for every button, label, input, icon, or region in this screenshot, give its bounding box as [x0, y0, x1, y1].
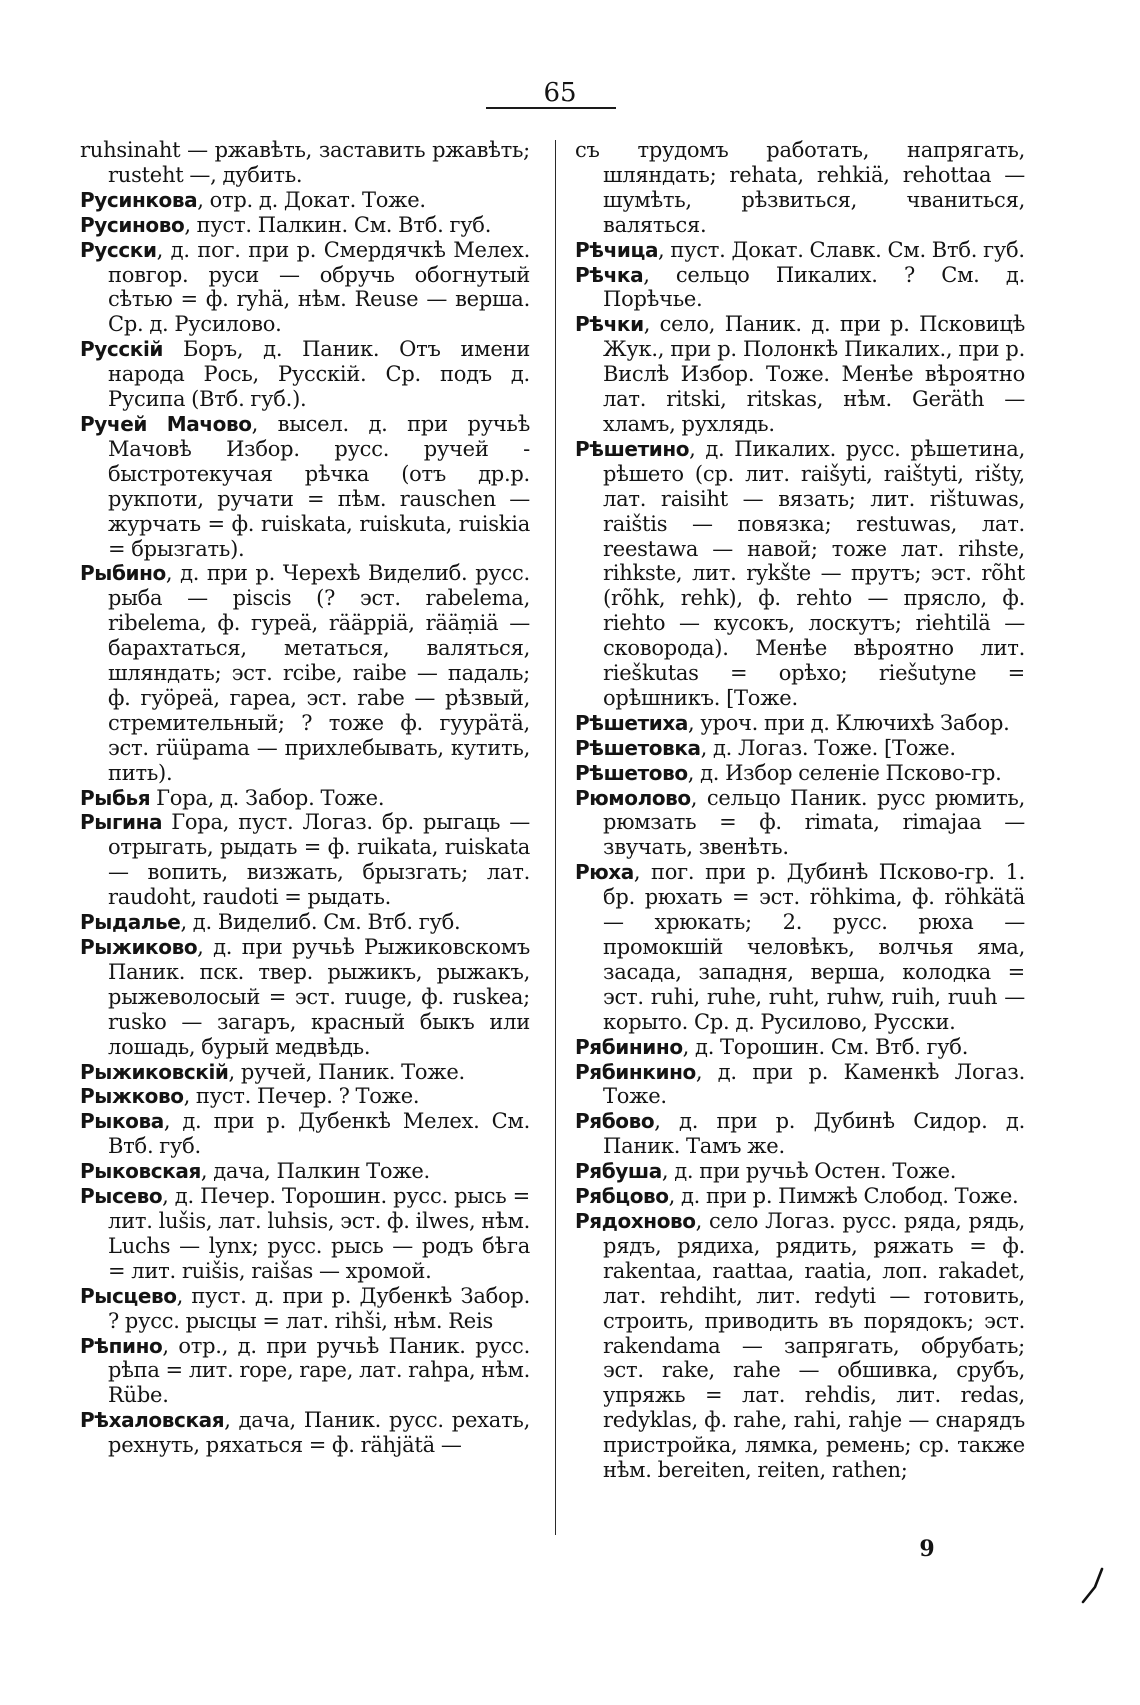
entry-headword: Рябуша [575, 1159, 662, 1184]
entry-headword: Рядохново [575, 1208, 696, 1233]
entry-text: , д. при ручьѣ Остен. Тоже. [661, 1159, 957, 1184]
entry-text: , отр. д. Докат. Тоже. [197, 187, 426, 212]
entry-headword: Рѣчка [575, 262, 644, 287]
entry-text: , отр., д. при ручьѣ Паник. русс. рѣпа = лит. rope, rape, лат. rahpa, нѣм. Rübe. [108, 1333, 530, 1408]
entry-headword: Рыгина [80, 810, 163, 835]
entry-headword: Рѣшетовка [575, 735, 701, 760]
dictionary-entry [80, 1184, 530, 1284]
dictionary-entry [575, 1184, 1025, 1209]
pen-stroke-icon [1080, 1565, 1106, 1605]
entry-headword: Рябцово [575, 1184, 669, 1209]
header-rule [486, 107, 616, 109]
entry-text: , д. Торошин. См. Втб. губ. [682, 1034, 969, 1059]
dictionary-entry [80, 213, 530, 238]
entry-text: , уроч. при д. Ключихѣ Забор. [687, 710, 1010, 735]
entry-text: , д. Печер. Торошин. русс. рысь = лит. lušis, лат. luhsis, эст. ф. ilwes, нѣм. Luchs — lynx; русс. рысь — родъ бѣга = лит. ruišis, raišas — хромой. [108, 1184, 530, 1283]
dictionary-entry [80, 138, 530, 188]
entry-text: , пуст. Печер. ? Тоже. [183, 1084, 420, 1109]
dictionary-entry [80, 561, 530, 785]
dictionary-entry [575, 238, 1025, 263]
dictionary-entry [80, 810, 530, 910]
entry-text: , сельцо Паник. русс рюмить, рюмзать = ф. rimata, rimajaa — звучать, звенѣть. [603, 785, 1025, 860]
dictionary-entry [575, 1159, 1025, 1184]
dictionary-entry [80, 1408, 530, 1458]
column-divider [555, 140, 556, 1535]
dictionary-entry [575, 312, 1025, 437]
entry-headword: Рюха [575, 860, 634, 885]
page-number: 65 [543, 78, 577, 108]
dictionary-entry [80, 238, 530, 338]
entry-headword: Русски [80, 237, 157, 262]
entry-headword: Русскій [80, 337, 164, 362]
entry-text: , ручей, Паник. Тоже. [228, 1059, 465, 1084]
dictionary-entry [80, 1284, 530, 1334]
entry-text: , село, Паник. д. при р. Псковицѣ Жук., при р. Полонкѣ Пикалих., при р. Вислѣ Избор. Тоже. Менѣе вѣроятно лат. ritski, ritskas, нѣм. Geräth — хламъ, рухлядь. [603, 312, 1025, 436]
entry-headword: Рѣшетово [575, 760, 688, 785]
dictionary-entry [575, 860, 1025, 1034]
entry-headword: Рыкова [80, 1109, 164, 1134]
dictionary-entry [575, 263, 1025, 313]
entry-text: , д. Логаз. Тоже. [Тоже. [700, 735, 956, 760]
entry-text: , д. пог. при р. Смердячкѣ Мелех. повгор. руси — обручь обогнутый сѣтью = ф. ryhä, нѣм. Reuse — верша. Ср. д. Русилово. [108, 237, 530, 337]
entry-headword: Рысево [80, 1184, 163, 1209]
dictionary-entry [575, 1209, 1025, 1483]
right-column [575, 138, 1025, 1483]
dictionary-entry [575, 711, 1025, 736]
entry-text: , д. при р. Дубинѣ Сидор. д. Паник. Тамъ же. [603, 1109, 1025, 1159]
entry-headword: Рыжково [80, 1084, 184, 1109]
entry-text: съ трудомъ работать, напрягать, шляндать; rehata, rehkiä, rehottaa — шумѣть, рѣзвиться, чваниться, валяться. [575, 138, 1025, 237]
entry-headword: Рыдалье [80, 910, 181, 935]
dictionary-entry [80, 1334, 530, 1409]
entry-text: , д. Виделиб. См. Втб. губ. [180, 910, 461, 935]
entry-text: , д. Избор селеніе Псково-гр. [687, 760, 1002, 785]
entry-headword: Рябинкино [575, 1059, 696, 1084]
dictionary-entry [575, 1060, 1025, 1110]
dictionary-entry [575, 437, 1025, 711]
entry-headword: Рысцево [80, 1283, 177, 1308]
dictionary-entry [80, 188, 530, 213]
entry-text: ruhsinaht — ржавѣть, заставить ржавѣть; rusteht —, дубить. [80, 138, 530, 187]
entry-text: , дача, Палкин Тоже. [200, 1159, 430, 1184]
dictionary-entry [575, 786, 1025, 861]
entry-text: , пуст. Докат. Славк. См. Втб. губ. [658, 237, 1025, 262]
entry-headword: Рыбино [80, 561, 166, 586]
dictionary-entry [80, 1109, 530, 1159]
entry-headword: Рюмолово [575, 785, 691, 810]
entry-headword: Ручей Мачово [80, 411, 252, 436]
entry-text: , высел. д. при ручьѣ Мачовѣ Избор. русс. ручей - быстротекучая рѣчка (отъ др.р. рукпоти, ручати = пѣм. rauschen — журчать = ф. ruiskata, ruiskuta, ruiskia = брызгать). [108, 411, 530, 561]
dictionary-entry [575, 138, 1025, 238]
entry-text: , пог. при р. Дубинѣ Псково-гр. 1. бр. рюхать = эст. röhkima, ф. röhkätä — хрюкать; 2. русс. рюха — промокшій человѣкъ, волчья яма, засада, западня, верша, колодка = эст. ruhi, ruhe, ruht, ruhw, ruih, ruuh — корыто. Ср. д. Русилово, Русски. [603, 860, 1025, 1034]
dictionary-entry [80, 1060, 530, 1085]
entry-headword: Русинкова [80, 187, 198, 212]
entry-headword: Рябово [575, 1109, 655, 1134]
dictionary-entry [575, 1035, 1025, 1060]
entry-headword: Русиново [80, 212, 185, 237]
entry-text: , д. при р. Каменкѣ Логаз. Тоже. [603, 1059, 1025, 1109]
entry-headword: Рѣхаловская [80, 1408, 225, 1433]
entry-text: , сельцо Пикалих. ? См. д. Порѣчье. [603, 262, 1025, 312]
entry-text: , д. при р. Черехѣ Виделиб. русс. рыба — piscis (? эст. rabelema, ribelema, ф. гуреä, rääppiä, rääṃiä — барахтаться, метаться, валяться, шляндать; эст. rcibe, raibe — падаль; ф. гуöреä, гареа, эст. rabe — рѣзвый, стремительный; ? тоже ф. гуурäтä, эст. rüüpama — прихлебывать, кутить, пить). [108, 561, 530, 785]
entry-text: , д. при ручьѣ Рыжиковскомъ Паник. пск. твер. рыжикъ, рыжакъ, рыжеволосый = эст. ruuge, ф. ruskea; rusko — загаръ, красный быкъ или лошадь, бурый медвѣдь. [108, 935, 530, 1059]
entry-text: , д. Пикалих. русс. рѣшетина, рѣшето (ср. лит. raišyti, raištyti, rišty, лат. raisiht — вязать; лит. rištuwas, raištis — повязка; restuwas, лат. reestawa — навой; тоже лат. rihste, rihkste, лит. rykšte — прутъ; эст. rõht (rõhk, rehk), ф. rehto — прясло, ф. riehto — кусокъ, лоскутъ; riehtilä — сковорода). Менѣе вѣроятно лит. rieškutas = орѣхо; riešutyne = орѣшникъ. [Тоже. [603, 436, 1025, 710]
entry-headword: Рябинино [575, 1034, 683, 1059]
entry-headword: Рѣпино [80, 1333, 163, 1358]
entry-text: , пуст. Палкин. См. Втб. губ. [184, 212, 492, 237]
entry-headword: Рыжиково [80, 935, 198, 959]
dictionary-entry [575, 736, 1025, 761]
dictionary-entry [575, 761, 1025, 786]
dictionary-entry [80, 337, 530, 412]
entry-text: , д. при р. Пимжѣ Слобод. Тоже. [668, 1184, 1019, 1209]
dictionary-entry [80, 1084, 530, 1109]
dictionary-entry [575, 1109, 1025, 1159]
entry-headword: Рѣшетиха [575, 710, 688, 735]
signature-mark: 9 [919, 1536, 935, 1562]
entry-headword: Рыжиковскій [80, 1059, 229, 1084]
dictionary-entry [80, 1159, 530, 1184]
entry-text: Гора, д. Забор. Тоже. [150, 785, 385, 810]
entry-text: , д. при р. Дубенкѣ Мелех. См. Втб. губ. [108, 1109, 530, 1159]
entry-text: Боръ, д. Паник. Отъ имени народа Рось, Русскій. Ср. подъ д. Русипа (Втб. губ.). [108, 337, 530, 412]
entry-text: , пуст. д. при р. Дубенкѣ Забор. ? русс. рысцы = лат. rihši, нѣм. Reis [108, 1283, 530, 1333]
entry-text: , дача, Паник. русс. рехать, рехнуть, ряхаться = ф. rähjätä — [108, 1408, 530, 1458]
dictionary-entry [80, 786, 530, 811]
entry-headword: Рыбья [80, 785, 151, 810]
entry-headword: Рѣчки [575, 312, 644, 337]
entry-text: Гора, пуст. Логаз. бр. рыгаць — отрыгать, рыдать = ф. ruikata, ruiskata — вопить, визжать, брызгать; лат. raudoht, raudoti = рыдать. [108, 810, 530, 910]
dictionary-entry [80, 412, 530, 561]
dictionary-entry [80, 935, 530, 1060]
entry-headword: Рѣчица [575, 237, 659, 262]
dictionary-entry [80, 910, 530, 935]
entry-text: , село Логаз. русс. ряда, рядь, рядъ, рядиха, рядить, ряжать = ф. rakentaa, raattaa, raatia, лоп. rakadet, лат. rehdiht, лит. redyti — готовить, строить, приводить въ порядокъ; эст. rakendama — запрягать, обрубать; эст. rake, rahe — обшивка, срубъ, упряжь = лат. rehdis, лит. redas, redyklas, ф. rahe, rahi, rahje — снарядъ пристройка, лямка, ремень; ср. также нѣм. bereiten, reiten, rathen; [603, 1208, 1025, 1483]
left-column [80, 138, 530, 1458]
entry-headword: Рыковская [80, 1159, 201, 1184]
entry-headword: Рѣшетино [575, 436, 690, 461]
